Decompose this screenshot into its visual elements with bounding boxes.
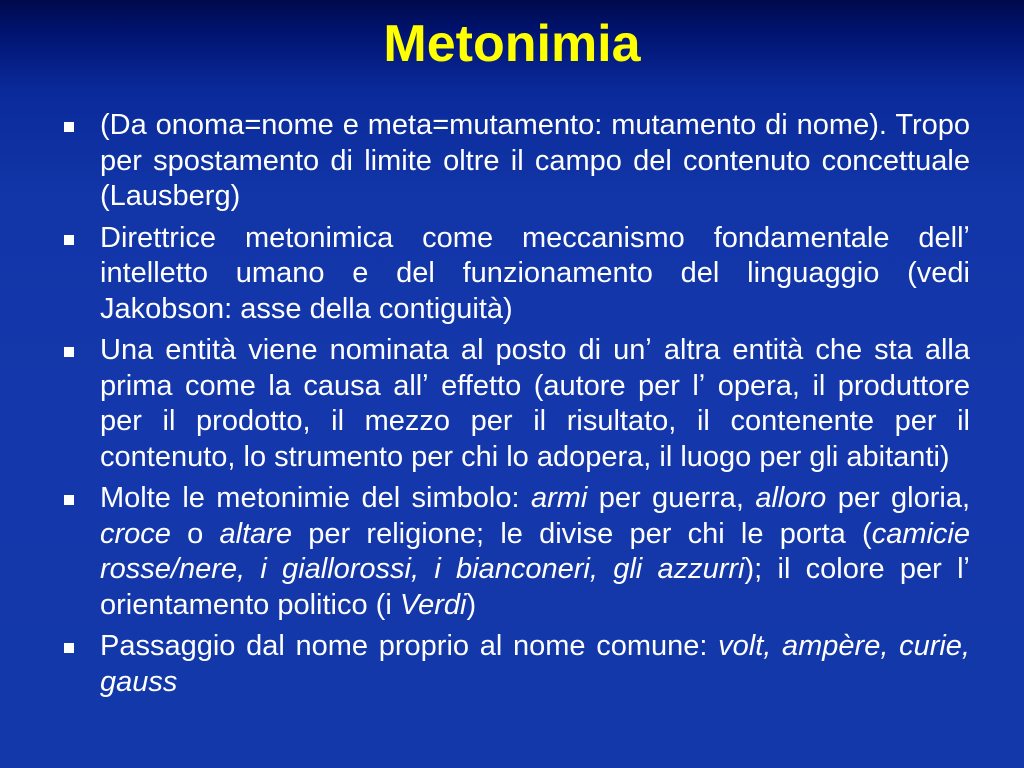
bullet-item <box>58 481 970 623</box>
square-bullet-icon <box>64 643 74 653</box>
bullet-segment: Una entità viene nominata al posto di unʼ altra entità che sta alla prima come la causa allʼ effetto (autore per lʼ opera, il produttore per il prodotto, il mezzo per il risultato, il contenente per il contenuto, lo strumento per chi lo adopera, il luogo per gli abitanti) <box>100 334 970 473</box>
square-bullet-icon <box>64 235 74 245</box>
slide-title: Metonimia <box>383 15 641 73</box>
bullet-item <box>58 629 970 700</box>
bullet-item <box>58 108 970 215</box>
bullet-segment: Direttrice metonimica come meccanismo fondamentale dellʼ intelletto umano e del funzionamento del linguaggio (vedi Jakobson: asse della contiguità) <box>100 221 970 325</box>
bullet-text <box>100 630 970 698</box>
bullet-segment: ); il colore per lʼ orientamento politico (i <box>100 553 970 621</box>
bullet-item <box>58 333 970 475</box>
bullet-segment: o <box>170 517 220 550</box>
bullet-italic-segment: camicie rosse/nere, i giallorossi, i bianconeri, gli azzurri <box>100 517 970 585</box>
bullet-italic-segment: Verdi <box>399 588 467 621</box>
bullet-item <box>58 221 970 328</box>
bullet-italic-segment: alloro <box>755 482 827 514</box>
bullet-text <box>100 109 970 212</box>
bullet-italic-segment: armi <box>530 482 588 514</box>
square-bullet-icon <box>64 347 74 357</box>
bullet-italic-segment: croce <box>100 517 171 550</box>
square-bullet-icon <box>64 122 74 132</box>
bullet-italic-segment: altare <box>219 517 293 550</box>
bullet-segment: (Da onoma=nome e meta=mutamento: mutamento di nome). Tropo per spostamento di limite oltre il campo del contenuto concettuale (Lausberg) <box>100 109 970 212</box>
bullet-segment: per guerra, <box>587 482 756 514</box>
bullet-text <box>100 222 970 325</box>
bullet-text <box>100 482 970 621</box>
bullet-segment: ) <box>466 588 477 621</box>
bullet-text <box>100 334 970 473</box>
bullet-italic-segment: volt, ampère, curie, gauss <box>100 630 970 698</box>
bullet-segment: per gloria, <box>826 482 970 514</box>
bullet-segment: Molte le metonimie del simbolo: <box>100 482 531 514</box>
bullet-segment: per religione; le divise per chi le porta ( <box>292 517 872 550</box>
square-bullet-icon <box>64 495 74 505</box>
bullet-segment: Passaggio dal nome proprio al nome comune: <box>100 630 719 662</box>
bullet-list <box>58 108 970 706</box>
